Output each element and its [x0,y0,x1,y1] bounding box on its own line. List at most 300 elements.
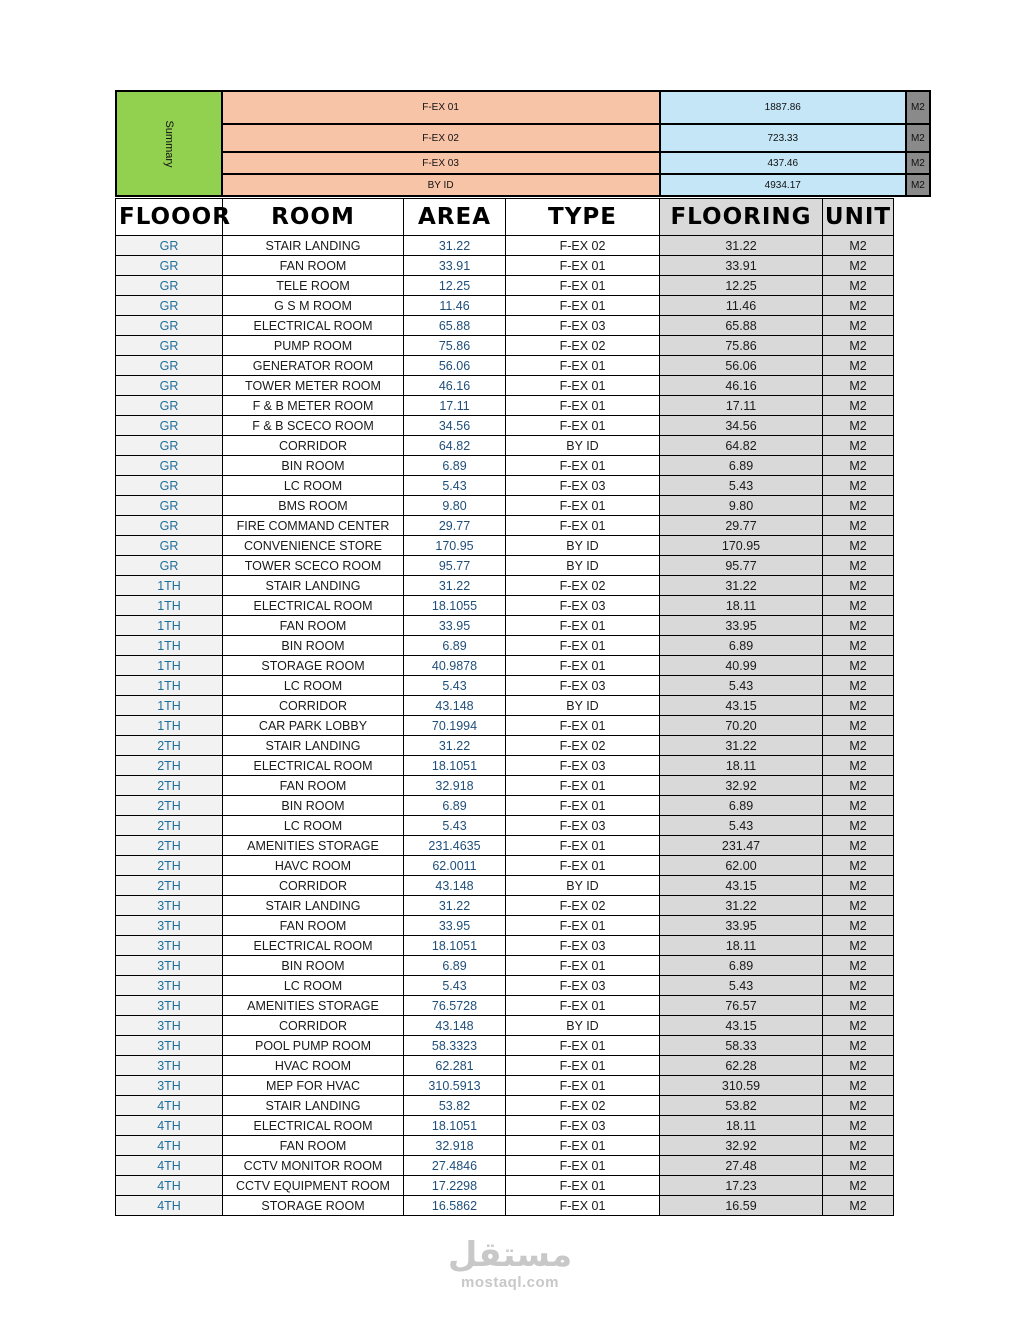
floor-cell: 1TH [116,636,223,656]
floor-cell: 4TH [116,1176,223,1196]
type-cell: F-EX 01 [506,1056,660,1076]
area-cell: 18.1051 [404,756,506,776]
type-cell: F-EX 01 [506,496,660,516]
type-cell: F-EX 01 [506,856,660,876]
area-cell: 9.80 [404,496,506,516]
area-cell: 43.148 [404,696,506,716]
area-cell: 62.281 [404,1056,506,1076]
area-cell: 46.16 [404,376,506,396]
area-cell: 18.1055 [404,596,506,616]
table-row [116,976,894,996]
floor-cell: 1TH [116,716,223,736]
summary-value: 437.46 [660,152,906,174]
type-cell: F-EX 03 [506,596,660,616]
room-cell: TOWER METER ROOM [223,376,404,396]
area-cell: 33.91 [404,256,506,276]
unit-cell: M2 [823,276,894,296]
type-cell: F-EX 01 [506,996,660,1016]
type-cell: F-EX 01 [506,256,660,276]
room-cell: G S M ROOM [223,296,404,316]
type-cell: F-EX 01 [506,356,660,376]
watermark [430,1236,590,1291]
type-cell: F-EX 01 [506,716,660,736]
type-cell: F-EX 01 [506,456,660,476]
unit-cell: M2 [823,796,894,816]
floor-cell: GR [116,396,223,416]
room-cell: AMENITIES STORAGE [223,996,404,1016]
table-row [116,636,894,656]
type-cell: F-EX 02 [506,576,660,596]
flooring-cell: 32.92 [660,1136,823,1156]
table-row [116,1036,894,1056]
flooring-cell: 33.95 [660,616,823,636]
flooring-cell: 5.43 [660,976,823,996]
floor-cell: GR [116,276,223,296]
summary-value: 1887.86 [660,91,906,124]
area-cell: 11.46 [404,296,506,316]
room-cell: ELECTRICAL ROOM [223,756,404,776]
type-cell: F-EX 01 [506,296,660,316]
room-cell: FAN ROOM [223,1136,404,1156]
area-cell: 170.95 [404,536,506,556]
unit-cell: M2 [823,816,894,836]
room-cell: CAR PARK LOBBY [223,716,404,736]
floor-cell: 2TH [116,796,223,816]
room-cell: BIN ROOM [223,636,404,656]
room-cell: FAN ROOM [223,776,404,796]
flooring-cell: 65.88 [660,316,823,336]
type-cell: F-EX 01 [506,796,660,816]
summary-type: F-EX 01 [222,91,660,124]
unit-cell: M2 [823,696,894,716]
floor-cell: GR [116,236,223,256]
table-row [116,276,894,296]
table-row [116,1196,894,1216]
area-cell: 31.22 [404,896,506,916]
unit-cell: M2 [823,1016,894,1036]
area-cell: 6.89 [404,456,506,476]
unit-cell: M2 [823,1176,894,1196]
unit-cell: M2 [823,596,894,616]
unit-cell: M2 [823,1076,894,1096]
room-cell: STORAGE ROOM [223,1196,404,1216]
floor-cell: GR [116,416,223,436]
header-floor: FLOOOR [116,199,223,236]
table-row [116,936,894,956]
flooring-cell: 27.48 [660,1156,823,1176]
unit-cell: M2 [823,436,894,456]
header-row [116,199,894,236]
type-cell: F-EX 01 [506,416,660,436]
type-cell: BY ID [506,436,660,456]
unit-cell: M2 [823,916,894,936]
floor-cell: 1TH [116,676,223,696]
flooring-cell: 62.00 [660,856,823,876]
area-cell: 43.148 [404,876,506,896]
floor-cell: GR [116,376,223,396]
table-row [116,876,894,896]
summary-unit: M2 [906,174,930,196]
area-cell: 64.82 [404,436,506,456]
type-cell: F-EX 01 [506,956,660,976]
flooring-cell: 70.20 [660,716,823,736]
type-cell: BY ID [506,1016,660,1036]
floor-cell: 1TH [116,656,223,676]
type-cell: F-EX 03 [506,676,660,696]
floor-cell: 2TH [116,736,223,756]
table-row [116,256,894,276]
flooring-cell: 18.11 [660,936,823,956]
room-cell: BIN ROOM [223,456,404,476]
type-cell: F-EX 01 [506,1036,660,1056]
type-cell: F-EX 01 [506,1136,660,1156]
type-cell: F-EX 01 [506,636,660,656]
area-cell: 33.95 [404,916,506,936]
flooring-cell: 231.47 [660,836,823,856]
floor-cell: 4TH [116,1156,223,1176]
area-cell: 95.77 [404,556,506,576]
flooring-cell: 17.11 [660,396,823,416]
floor-cell: 2TH [116,756,223,776]
table-row [116,796,894,816]
flooring-cell: 33.91 [660,256,823,276]
table-row [116,676,894,696]
table-row [116,996,894,1016]
flooring-cell: 170.95 [660,536,823,556]
area-cell: 31.22 [404,236,506,256]
type-cell: F-EX 02 [506,336,660,356]
type-cell: F-EX 01 [506,836,660,856]
area-cell: 12.25 [404,276,506,296]
room-cell: MEP FOR HVAC [223,1076,404,1096]
floor-cell: 1TH [116,596,223,616]
floor-cell: GR [116,436,223,456]
unit-cell: M2 [823,656,894,676]
flooring-cell: 6.89 [660,796,823,816]
flooring-cell: 43.15 [660,696,823,716]
header-area: AREA [404,199,506,236]
watermark-text: mostaql.com [460,1274,560,1291]
table-row [116,376,894,396]
unit-cell: M2 [823,676,894,696]
room-cell: LC ROOM [223,816,404,836]
floor-cell: 2TH [116,836,223,856]
type-cell: F-EX 01 [506,376,660,396]
table-row [116,556,894,576]
flooring-cell: 18.11 [660,756,823,776]
flooring-cell: 75.86 [660,336,823,356]
table-row [116,1096,894,1116]
area-cell: 310.5913 [404,1076,506,1096]
floor-cell: GR [116,476,223,496]
summary-label-cell [116,91,222,196]
table-row [116,296,894,316]
flooring-cell: 31.22 [660,896,823,916]
room-cell: CORRIDOR [223,696,404,716]
area-cell: 31.22 [404,736,506,756]
room-cell: STAIR LANDING [223,896,404,916]
room-cell: FIRE COMMAND CENTER [223,516,404,536]
header-unit: UNIT [823,199,894,236]
type-cell: F-EX 01 [506,916,660,936]
unit-cell: M2 [823,536,894,556]
flooring-cell: 76.57 [660,996,823,1016]
flooring-cell: 43.15 [660,876,823,896]
room-cell: HAVC ROOM [223,856,404,876]
room-cell: ELECTRICAL ROOM [223,1116,404,1136]
area-cell: 16.5862 [404,1196,506,1216]
table-row [116,336,894,356]
flooring-cell: 6.89 [660,456,823,476]
floor-cell: GR [116,556,223,576]
area-cell: 18.1051 [404,936,506,956]
unit-cell: M2 [823,996,894,1016]
flooring-cell: 18.11 [660,596,823,616]
unit-cell: M2 [823,876,894,896]
summary-type: F-EX 03 [222,152,660,174]
table-row [116,616,894,636]
flooring-cell: 16.59 [660,1196,823,1216]
area-cell: 17.11 [404,396,506,416]
summary-type: F-EX 02 [222,124,660,152]
unit-cell: M2 [823,236,894,256]
room-cell: CORRIDOR [223,436,404,456]
floor-cell: 3TH [116,956,223,976]
type-cell: BY ID [506,556,660,576]
type-cell: BY ID [506,696,660,716]
flooring-cell: 95.77 [660,556,823,576]
room-cell: CORRIDOR [223,1016,404,1036]
unit-cell: M2 [823,1136,894,1156]
type-cell: F-EX 01 [506,1196,660,1216]
floor-cell: GR [116,536,223,556]
type-cell: F-EX 03 [506,476,660,496]
unit-cell: M2 [823,1056,894,1076]
type-cell: F-EX 01 [506,616,660,636]
unit-cell: M2 [823,936,894,956]
area-cell: 6.89 [404,796,506,816]
floor-cell: GR [116,336,223,356]
type-cell: F-EX 01 [506,776,660,796]
room-cell: GENERATOR ROOM [223,356,404,376]
area-cell: 34.56 [404,416,506,436]
unit-cell: M2 [823,756,894,776]
table-row [116,836,894,856]
table-row [116,576,894,596]
summary-unit: M2 [906,91,930,124]
room-cell: LC ROOM [223,976,404,996]
type-cell: F-EX 01 [506,656,660,676]
type-cell: BY ID [506,536,660,556]
floor-cell: 3TH [116,916,223,936]
rooms-table [115,198,894,1216]
room-cell: POOL PUMP ROOM [223,1036,404,1056]
floor-cell: 3TH [116,1016,223,1036]
floor-cell: 2TH [116,816,223,836]
flooring-cell: 43.15 [660,1016,823,1036]
unit-cell: M2 [823,356,894,376]
floor-cell: GR [116,516,223,536]
room-cell: STORAGE ROOM [223,656,404,676]
room-cell: F & B METER ROOM [223,396,404,416]
floor-cell: 4TH [116,1196,223,1216]
watermark-logo: مستقل [447,1235,573,1275]
unit-cell: M2 [823,316,894,336]
flooring-cell: 64.82 [660,436,823,456]
table-row [116,716,894,736]
area-cell: 27.4846 [404,1156,506,1176]
room-cell: TELE ROOM [223,276,404,296]
unit-cell: M2 [823,1116,894,1136]
room-cell: BIN ROOM [223,956,404,976]
room-cell: F & B SCECO ROOM [223,416,404,436]
flooring-cell: 46.16 [660,376,823,396]
unit-cell: M2 [823,556,894,576]
table-row [116,1116,894,1136]
type-cell: F-EX 03 [506,1116,660,1136]
header-type: TYPE [506,199,660,236]
table-row [116,396,894,416]
flooring-cell: 6.89 [660,636,823,656]
table-row [116,776,894,796]
floor-cell: 4TH [116,1096,223,1116]
table-row [116,956,894,976]
flooring-cell: 5.43 [660,476,823,496]
area-cell: 6.89 [404,636,506,656]
flooring-cell: 5.43 [660,816,823,836]
table-row [116,1056,894,1076]
unit-cell: M2 [823,336,894,356]
unit-cell: M2 [823,716,894,736]
table-row [116,456,894,476]
table-row [116,236,894,256]
table-row [116,436,894,456]
floor-cell: GR [116,296,223,316]
unit-cell: M2 [823,1036,894,1056]
unit-cell: M2 [823,416,894,436]
type-cell: F-EX 03 [506,316,660,336]
header-room: ROOM [223,199,404,236]
table-row [116,536,894,556]
type-cell: F-EX 01 [506,516,660,536]
area-cell: 32.918 [404,1136,506,1156]
table-row [116,1156,894,1176]
area-cell: 65.88 [404,316,506,336]
table-row [116,816,894,836]
flooring-cell: 31.22 [660,736,823,756]
type-cell: F-EX 03 [506,816,660,836]
floor-cell: GR [116,356,223,376]
flooring-cell: 17.23 [660,1176,823,1196]
type-cell: F-EX 02 [506,896,660,916]
table-row [116,1076,894,1096]
type-cell: F-EX 03 [506,936,660,956]
type-cell: F-EX 02 [506,736,660,756]
area-cell: 70.1994 [404,716,506,736]
flooring-cell: 5.43 [660,676,823,696]
unit-cell: M2 [823,836,894,856]
table-row [116,1176,894,1196]
table-row [116,856,894,876]
flooring-cell: 32.92 [660,776,823,796]
unit-cell: M2 [823,736,894,756]
room-cell: STAIR LANDING [223,736,404,756]
summary-unit: M2 [906,124,930,152]
table-row [116,1136,894,1156]
flooring-cell: 310.59 [660,1076,823,1096]
table-row [116,516,894,536]
table-row [116,1016,894,1036]
area-cell: 32.918 [404,776,506,796]
floor-cell: 1TH [116,616,223,636]
table-row [116,356,894,376]
room-cell: BMS ROOM [223,496,404,516]
type-cell: F-EX 02 [506,1096,660,1116]
area-cell: 62.0011 [404,856,506,876]
table-row [116,316,894,336]
table-row [116,476,894,496]
flooring-cell: 53.82 [660,1096,823,1116]
room-cell: STAIR LANDING [223,1096,404,1116]
area-cell: 5.43 [404,676,506,696]
room-cell: AMENITIES STORAGE [223,836,404,856]
unit-cell: M2 [823,1156,894,1176]
unit-cell: M2 [823,576,894,596]
room-cell: STAIR LANDING [223,236,404,256]
flooring-cell: 40.99 [660,656,823,676]
area-cell: 17.2298 [404,1176,506,1196]
floor-cell: 2TH [116,876,223,896]
floor-cell: GR [116,496,223,516]
unit-cell: M2 [823,516,894,536]
unit-cell: M2 [823,1096,894,1116]
flooring-cell: 29.77 [660,516,823,536]
area-cell: 75.86 [404,336,506,356]
floor-cell: 3TH [116,936,223,956]
unit-cell: M2 [823,616,894,636]
area-cell: 43.148 [404,1016,506,1036]
type-cell: F-EX 02 [506,236,660,256]
area-cell: 76.5728 [404,996,506,1016]
type-cell: F-EX 03 [506,756,660,776]
floor-cell: GR [116,316,223,336]
area-cell: 58.3323 [404,1036,506,1056]
area-cell: 29.77 [404,516,506,536]
room-cell: CONVENIENCE STORE [223,536,404,556]
area-cell: 18.1051 [404,1116,506,1136]
unit-cell: M2 [823,776,894,796]
floor-cell: 2TH [116,776,223,796]
unit-cell: M2 [823,976,894,996]
room-cell: ELECTRICAL ROOM [223,596,404,616]
room-cell: CORRIDOR [223,876,404,896]
room-cell: CCTV EQUIPMENT ROOM [223,1176,404,1196]
room-cell: LC ROOM [223,476,404,496]
summary-value: 4934.17 [660,174,906,196]
room-cell: STAIR LANDING [223,576,404,596]
flooring-cell: 12.25 [660,276,823,296]
flooring-cell: 11.46 [660,296,823,316]
unit-cell: M2 [823,896,894,916]
area-cell: 53.82 [404,1096,506,1116]
flooring-cell: 18.11 [660,1116,823,1136]
room-cell: FAN ROOM [223,256,404,276]
type-cell: F-EX 03 [506,976,660,996]
floor-cell: 3TH [116,896,223,916]
type-cell: BY ID [506,876,660,896]
summary-unit: M2 [906,152,930,174]
flooring-cell: 6.89 [660,956,823,976]
